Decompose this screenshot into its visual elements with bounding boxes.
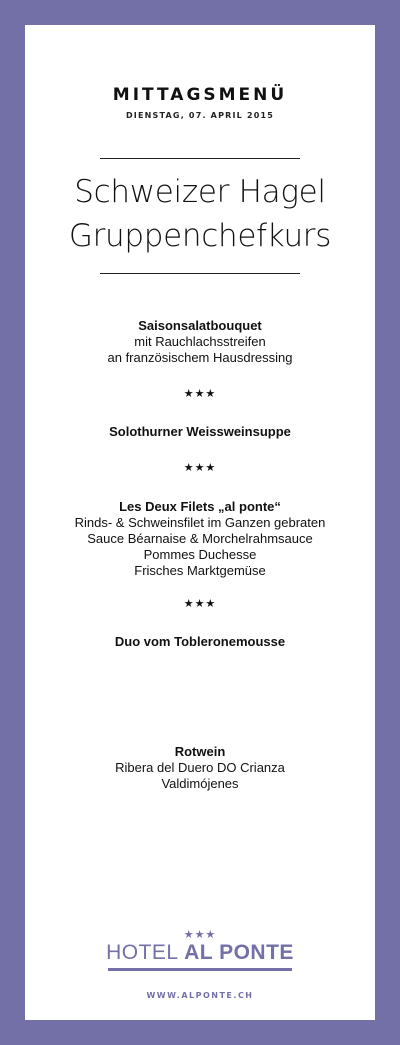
logo-text-al-ponte: AL PONTE — [184, 941, 294, 964]
logo-text-hotel: HOTEL — [106, 941, 185, 964]
dish-1 — [25, 318, 375, 366]
course-title-line-2: Gruppenchefkurs — [68, 218, 332, 254]
dish-3-line-4: Frisches Marktgemüse — [134, 563, 266, 578]
separator-stars-1: ★★★ — [183, 388, 217, 400]
website-link[interactable]: WWW.ALPONTE.CH — [146, 991, 254, 1000]
dish-1-name: Saisonsalatbouquet — [138, 318, 262, 333]
menu-title: MITTAGSMENÜ — [112, 85, 288, 105]
logo-stars: ★★★ — [183, 929, 217, 941]
dish-1-line-1: mit Rauchlachsstreifen — [134, 334, 266, 349]
dish-2 — [25, 424, 375, 440]
separator-stars-2: ★★★ — [183, 462, 217, 474]
wine-line-2: Valdimójenes — [161, 776, 239, 791]
logo-underline — [108, 968, 292, 971]
dish-4 — [25, 634, 375, 650]
menu-date: DIENSTAG, 07. APRIL 2015 — [125, 111, 275, 120]
dish-3-line-3: Pommes Duchesse — [143, 547, 257, 562]
menu-card — [25, 25, 375, 1020]
dish-3-name: Les Deux Filets „al ponte“ — [119, 499, 281, 514]
dish-2-name: Solothurner Weissweinsuppe — [109, 424, 291, 439]
separator-stars-3: ★★★ — [183, 598, 217, 610]
dish-3-line-2: Sauce Béarnaise & Morchelrahmsauce — [87, 531, 313, 546]
wine-name: Rotwein — [174, 744, 226, 759]
wine — [25, 744, 375, 792]
wine-line-1: Ribera del Duero DO Crianza — [115, 760, 285, 775]
dish-1-line-2: an französischem Hausdressing — [107, 350, 293, 365]
course-title-line-1: Schweizer Hagel — [74, 174, 326, 210]
divider-top — [100, 158, 300, 159]
dish-4-name: Duo vom Tobleronemousse — [114, 634, 286, 649]
dish-3-line-1: Rinds- & Schweinsfilet im Ganzen gebraten — [74, 515, 326, 530]
hotel-logo — [25, 941, 375, 965]
divider-bottom — [100, 273, 300, 274]
dish-3 — [25, 499, 375, 579]
